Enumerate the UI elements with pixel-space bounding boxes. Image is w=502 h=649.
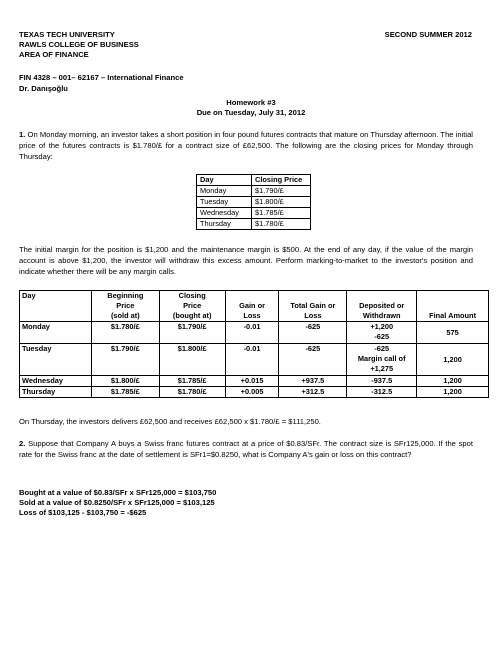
question-1-body: On Monday morning, an investor takes a short position in four pound futures contracts that mature on Thursday afternoon. The initial price of the futures contracts is $1.780/£ for a contract size of £62,500. The following are the closing prices for Monday through Thursday:	[19, 130, 473, 161]
course-line: FIN 4328 – 001– 62167 – International Finance	[19, 73, 184, 82]
table-row	[20, 376, 489, 387]
margin-instructions: The initial margin for the position is $1,200 and the maintenance margin is $500. At the end of any day, if the value of the margin account is above $1,200, the investor will withdraw this excess amount. Perform marking-to-market to the investor's position and indicate whether there will be any margin calls.	[19, 245, 473, 276]
table-header-row	[20, 291, 489, 322]
price-cell: $1.785/£	[252, 208, 311, 219]
question-1-number: 1.	[19, 130, 26, 139]
price-cell: $1.790/£	[252, 186, 311, 197]
day-cell: Monday	[197, 186, 252, 197]
table-row	[20, 344, 489, 376]
homework-title: Homework #3	[226, 98, 276, 107]
question-2-number: 2.	[19, 439, 26, 448]
total-gain-loss-cell: +312.5	[279, 387, 347, 398]
answer-line: Loss of $103,125 - $103,750 = -$625	[19, 508, 147, 517]
column-header-beginning-price: Beginning Price (sold at)	[91, 291, 159, 322]
answer-line: Bought at a value of $0.83/SFr x SFr125,000 = $103,750	[19, 488, 217, 497]
deposited-withdrawn-cell: -625 Margin call of +1,275	[347, 344, 417, 376]
total-gain-loss-cell: -625	[279, 344, 347, 376]
day-cell: Wednesday	[197, 208, 252, 219]
beginning-price-cell: $1.785/£	[91, 387, 159, 398]
closing-price-cell: $1.800/£	[159, 344, 225, 376]
total-gain-loss-cell: +937.5	[279, 376, 347, 387]
final-amount-cell: 1,200	[417, 344, 489, 376]
gain-loss-cell: +0.005	[225, 387, 279, 398]
table-header-row	[197, 175, 311, 186]
table-row	[197, 219, 311, 230]
deposited-withdrawn-cell: -312.5	[347, 387, 417, 398]
closing-price-cell: $1.785/£	[159, 376, 225, 387]
university-name: TEXAS TECH UNIVERSITY	[19, 30, 115, 39]
due-date: Due on Tuesday, July 31, 2012	[196, 108, 306, 117]
closing-price-cell: $1.790/£	[159, 322, 225, 344]
table-row	[197, 197, 311, 208]
final-amount-cell: 1,200	[417, 376, 489, 387]
final-amount-cell: 575	[417, 322, 489, 344]
area-name: AREA OF FINANCE	[19, 50, 89, 59]
column-header-day: Day	[20, 291, 92, 322]
beginning-price-cell: $1.780/£	[91, 322, 159, 344]
gain-loss-cell: +0.015	[225, 376, 279, 387]
price-cell: $1.800/£	[252, 197, 311, 208]
price-cell: $1.780/£	[252, 219, 311, 230]
beginning-price-cell: $1.790/£	[91, 344, 159, 376]
college-name: RAWLS COLLEGE OF BUSINESS	[19, 40, 139, 49]
day-cell: Wednesday	[20, 376, 92, 387]
instructor-name: Dr. Danışoğlu	[19, 84, 68, 93]
question-1-text	[19, 129, 473, 162]
marking-to-market-table	[19, 290, 489, 398]
table-row	[197, 186, 311, 197]
deposited-withdrawn-cell: -937.5	[347, 376, 417, 387]
table-row	[197, 208, 311, 219]
day-cell: Thursday	[197, 219, 252, 230]
day-cell: Monday	[20, 322, 92, 344]
column-header-day: Day	[197, 175, 252, 186]
deposited-withdrawn-cell: +1,200 -625	[347, 322, 417, 344]
final-amount-cell: 1,200	[417, 387, 489, 398]
delivery-conclusion: On Thursday, the investors delivers £62,500 and receives £62,500 x $1.780/£ = $111,250.	[19, 417, 321, 426]
column-header-closing-price: Closing Price	[252, 175, 311, 186]
total-gain-loss-cell: -625	[279, 322, 347, 344]
closing-price-table	[196, 174, 311, 230]
term-label: SECOND SUMMER 2012	[384, 30, 472, 39]
beginning-price-cell: $1.800/£	[91, 376, 159, 387]
closing-price-cell: $1.780/£	[159, 387, 225, 398]
table-row	[20, 387, 489, 398]
question-2-body: Suppose that Company A buys a Swiss franc futures contract at a price of $0.83/SFr. The contract size is SFr125,000. If the spot rate for the Swiss franc at the date of settlement is SFr1=$0.8250, what is Company A's gain or loss on this contract?	[19, 439, 473, 459]
column-header-deposited-withdrawn: Deposited or Withdrawn	[347, 291, 417, 322]
gain-loss-cell: -0.01	[225, 344, 279, 376]
column-header-closing-price: Closing Price (bought at)	[159, 291, 225, 322]
question-2-text	[19, 438, 473, 460]
column-header-final-amount: Final Amount	[417, 291, 489, 322]
answer-line: Sold at a value of $0.8250/SFr x SFr125,000 = $103,125	[19, 498, 215, 507]
day-cell: Thursday	[20, 387, 92, 398]
column-header-gain-loss: Gain or Loss	[225, 291, 279, 322]
day-cell: Tuesday	[20, 344, 92, 376]
table-row	[20, 322, 489, 344]
question-2-answer	[19, 488, 216, 518]
day-cell: Tuesday	[197, 197, 252, 208]
gain-loss-cell: -0.01	[225, 322, 279, 344]
column-header-total-gain-loss: Total Gain or Loss	[279, 291, 347, 322]
